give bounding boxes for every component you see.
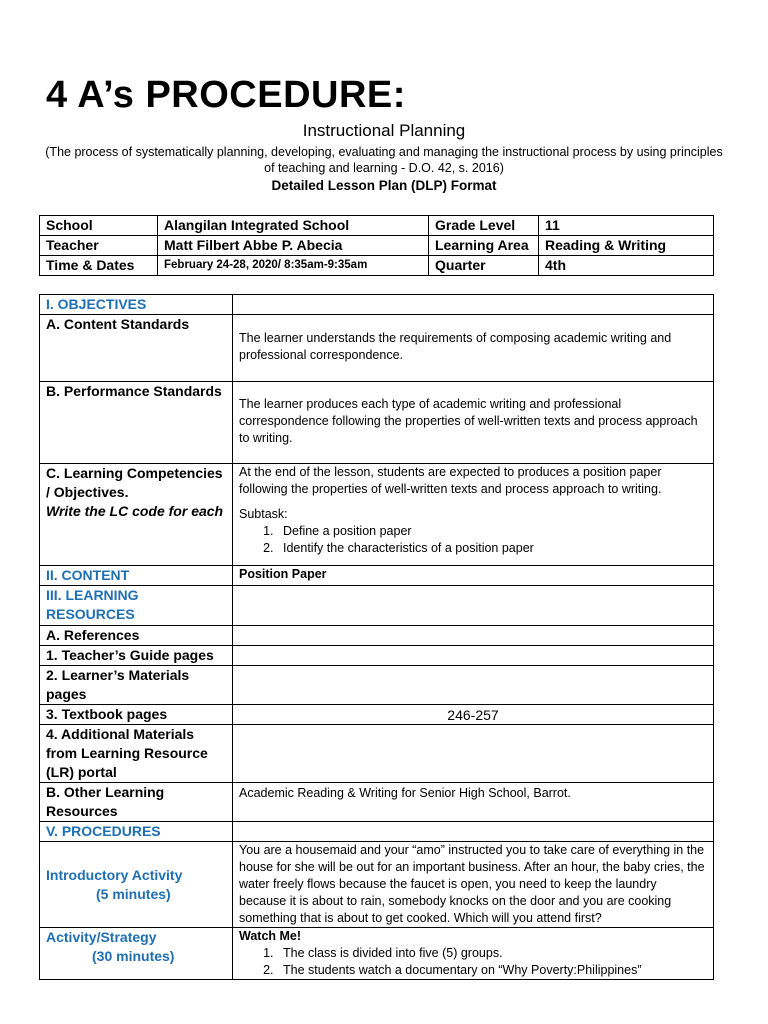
format-heading: Detailed Lesson Plan (DLP) Format [271,178,497,193]
subtask-label: Subtask: [239,507,288,521]
table-row [40,315,714,382]
lc-code-note: Write the LC code for each [46,503,224,519]
info-table [39,215,714,276]
list-item: 1. Define a position paper [277,523,707,540]
table-row [40,646,714,666]
time-label: Time & Dates [40,256,158,276]
intro-activity-label: Introductory Activity [46,866,183,883]
list-item: 2. The students watch a documentary on “Why Poverty:Philippines” [277,962,707,979]
school-label: School [40,216,158,236]
table-row [40,705,714,725]
references-label: A. References [40,626,233,646]
performance-standards-label: B. Performance Standards [40,382,233,464]
content-value: Position Paper [233,566,714,586]
other-resources-value: Academic Reading & Writing for Senior High School, Barrot. [233,783,714,822]
other-resources-label: B. Other Learning Resources [40,783,233,822]
description: (The process of systematically planning, developing, evaluating and managing the instructional process by using principles of teaching and learning - D.O. 42, s. 2016) [45,145,723,175]
table-row [40,666,714,705]
activity-time: (30 minutes) [92,948,175,964]
activity-label: Activity/Strategy [46,929,157,945]
school-value: Alangilan Integrated School [158,216,429,236]
area-value: Reading & Writing [539,236,714,256]
table-row [40,464,714,566]
time-value: February 24-28, 2020/ 8:35am-9:35am [158,256,429,276]
grade-label: Grade Level [429,216,539,236]
learning-resources-heading: III. LEARNING RESOURCES [40,586,233,626]
lc-text: At the end of the lesson, students are expected to produces a position paper following the properties of well-written texts and process approach to writing. [239,465,662,496]
table-row [40,928,714,980]
teacher-value: Matt Filbert Abbe P. Abecia [158,236,429,256]
table-row [40,216,714,236]
table-row [40,256,714,276]
performance-standards-text: The learner produces each type of academic writing and professional correspondence following the properties of well-written texts and process approach to writing. [233,382,714,464]
content-standards-label: A. Content Standards [40,315,233,382]
table-row [40,295,714,315]
teacher-label: Teacher [40,236,158,256]
table-row [40,822,714,842]
procedures-heading: V. PROCEDURES [40,822,233,842]
table-row [40,236,714,256]
grade-value: 11 [539,216,714,236]
table-row [40,566,714,586]
textbook-label: 3. Textbook pages [40,705,233,725]
intro-time: (5 minutes) [96,885,171,902]
teachers-guide-label: 1. Teacher’s Guide pages [40,646,233,666]
lesson-plan-table [39,294,714,980]
table-row [40,382,714,464]
quarter-value: 4th [539,256,714,276]
quarter-label: Quarter [429,256,539,276]
area-label: Learning Area [429,236,539,256]
learners-materials-label: 2. Learner’s Materials pages [40,666,233,705]
table-row [40,586,714,626]
table-row [40,783,714,822]
learning-competencies-label: C. Learning Competencies / Objectives. [46,465,223,500]
watch-me-heading: Watch Me! [239,929,302,943]
additional-materials-label: 4. Additional Materials from Learning Resource (LR) portal [40,725,233,783]
table-row [40,725,714,783]
list-item: 1. The class is divided into five (5) groups. [277,945,707,962]
content-standards-text: The learner understands the requirements of composing academic writing and professional correspondence. [233,315,714,382]
objectives-heading: I. OBJECTIVES [40,295,233,315]
textbook-value: 246-257 [233,705,714,725]
intro-text: You are a housemaid and your “amo” instructed you to take care of everything in the house for she will be out for an important business. After an hour, the baby cries, the water freely flows because the faucet is open, you need to keep the laundry because it is about to rain, somebody knocks on the door and you are cooking something that is about to get cooked. Which will you attend first? [233,842,714,928]
table-row [40,842,714,928]
table-row [40,626,714,646]
page-title: 4 A’s PROCEDURE: [46,74,406,116]
content-heading: II. CONTENT [40,566,233,586]
list-item: 2. Identify the characteristics of a position paper [277,540,707,557]
subtitle: Instructional Planning [302,121,466,140]
